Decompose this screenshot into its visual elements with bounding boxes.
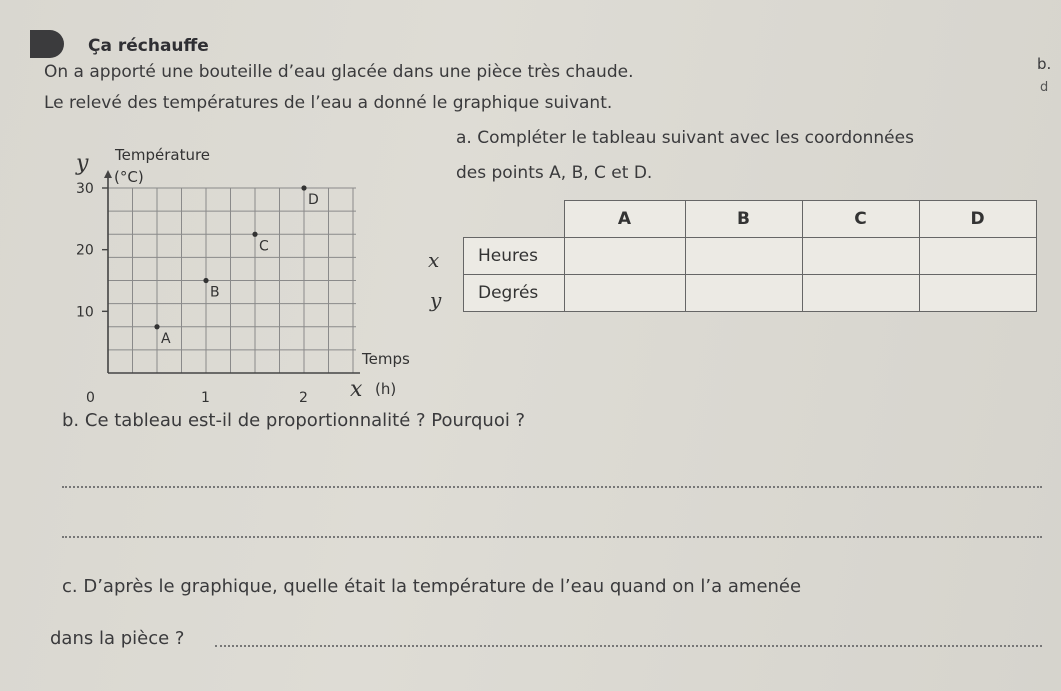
table-cell-degres-d[interactable] bbox=[919, 275, 1036, 312]
point-a bbox=[154, 324, 159, 329]
table-row-degres bbox=[464, 275, 1037, 312]
intro-line-2: Le relevé des températures de l’eau a donné le graphique suivant. bbox=[44, 93, 613, 113]
x-tick-label: 1 bbox=[201, 390, 210, 406]
table-col-b: B bbox=[685, 201, 802, 238]
margin-label-b: b. bbox=[1037, 55, 1052, 73]
question-a-line-1: a. Compléter le tableau suivant avec les coordonnées bbox=[456, 128, 914, 148]
y-axis-arrow bbox=[104, 170, 112, 178]
table-row-label-heures: Heures bbox=[464, 238, 565, 275]
answer-line-b-2[interactable] bbox=[62, 536, 1042, 538]
intro-line-1: On a apporté une bouteille d’eau glacée dans une pièce très chaude. bbox=[44, 62, 634, 82]
y-tick-label: 30 bbox=[76, 181, 94, 197]
chart-title: Température bbox=[115, 146, 211, 164]
table-cell-heures-c[interactable] bbox=[802, 238, 919, 275]
chart-points bbox=[154, 185, 318, 346]
point-label-a: A bbox=[161, 330, 171, 347]
answer-line-c[interactable] bbox=[215, 645, 1042, 647]
table-corner bbox=[464, 201, 565, 238]
chart-x-unit: (h) bbox=[375, 380, 397, 398]
table-cell-degres-a[interactable] bbox=[564, 275, 685, 312]
question-c-line-1: c. D’après le graphique, quelle était la température de l’eau quand on l’a amenée bbox=[62, 576, 802, 597]
point-label-d: D bbox=[308, 192, 319, 208]
chart-grid bbox=[108, 188, 356, 373]
table-col-d: D bbox=[919, 201, 1036, 238]
point-label-c: C bbox=[259, 238, 269, 255]
margin-label-d: d bbox=[1040, 80, 1049, 95]
x-tick-label: 0 bbox=[86, 390, 95, 406]
table-col-a: A bbox=[564, 201, 685, 238]
table-hand-y: y bbox=[430, 288, 442, 312]
table-cell-heures-b[interactable] bbox=[685, 238, 802, 275]
question-a-line-2: des points A, B, C et D. bbox=[456, 163, 653, 183]
table-col-c: C bbox=[802, 201, 919, 238]
y-tick-label: 10 bbox=[76, 304, 94, 321]
chart-x-hand: x bbox=[350, 377, 363, 402]
table-cell-degres-c[interactable] bbox=[802, 275, 919, 312]
answer-line-b-1[interactable] bbox=[62, 486, 1042, 488]
table-row-heures bbox=[464, 238, 1037, 275]
table-cell-heures-d[interactable] bbox=[919, 238, 1036, 275]
x-tick-label: 2 bbox=[299, 390, 308, 406]
question-c-line-2: dans la pièce ? bbox=[50, 628, 185, 649]
coordinates-table bbox=[463, 200, 1037, 312]
chart-y-unit: (°C) bbox=[114, 168, 144, 186]
table-row-label-degres: Degrés bbox=[464, 275, 565, 312]
point-label-b: B bbox=[210, 284, 220, 301]
question-b: b. Ce tableau est-il de proportionnalité ? Pourquoi ? bbox=[62, 410, 526, 431]
point-b bbox=[203, 278, 208, 283]
chart-y-hand: y bbox=[76, 151, 89, 176]
table-cell-heures-a[interactable] bbox=[564, 238, 685, 275]
point-d bbox=[301, 185, 306, 190]
exercise-title: Ça réchauffe bbox=[88, 36, 209, 56]
point-c bbox=[252, 232, 257, 237]
chart-x-title: Temps bbox=[362, 350, 410, 368]
table-header-row bbox=[464, 201, 1037, 238]
table-cell-degres-b[interactable] bbox=[685, 275, 802, 312]
y-tick-label: 20 bbox=[76, 242, 94, 259]
table-hand-x: x bbox=[428, 248, 440, 272]
